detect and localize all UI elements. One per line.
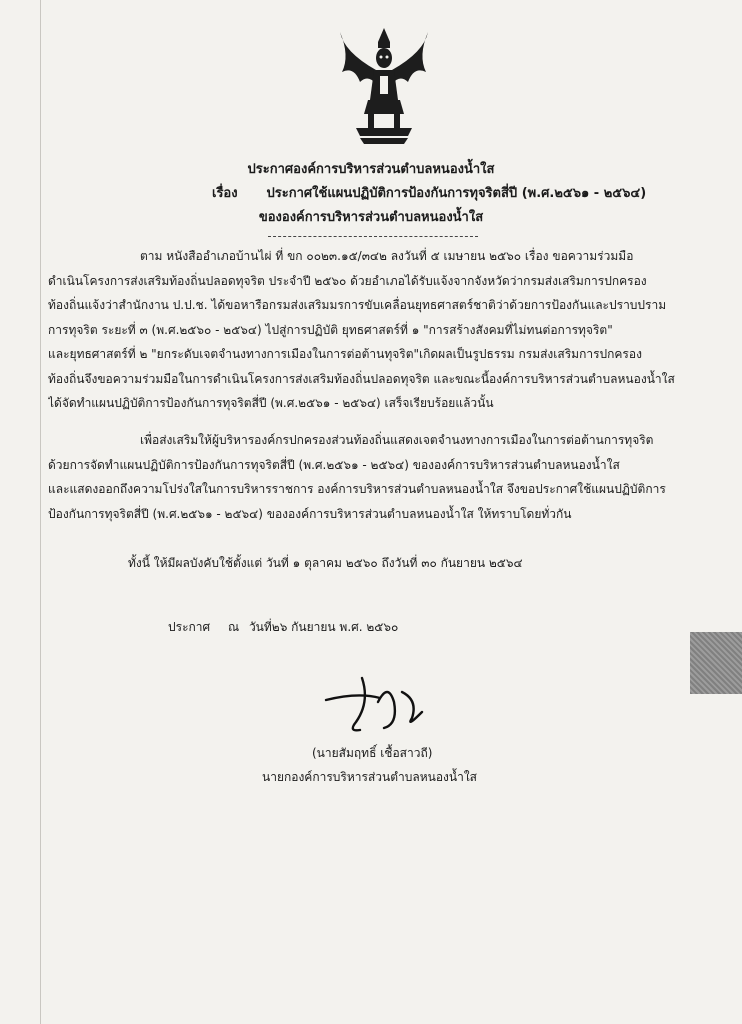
- paragraph-line: ท้องถิ่นจึงขอความร่วมมือในการดำเนินโครงการส่งเสริมท้องถิ่นปลอดทุจริต และขณะนี้องค์การบริหารส่วนตำบลหนองน้ำใส: [48, 371, 675, 386]
- paragraph-line: และยุทธศาสตร์ที่ ๒ "ยกระดับเจตจำนงทางการเมืองในการต่อต้านทุจริต"เกิดผลเป็นรูปธรรม กรมส่งเสริมการปกครอง: [48, 347, 642, 361]
- paragraph-line: ดำเนินโครงการส่งเสริมท้องถิ่นปลอดทุจริต ประจำปี ๒๕๖๐ ด้วยอำเภอได้รับแจ้งจากจังหวัดว่ากรมส่งเสริมการปกครอง: [48, 273, 647, 288]
- signatory-name: (นายสัมฤทธิ์ เชื้อสาวถี): [312, 746, 433, 760]
- paragraph-2: [48, 428, 728, 526]
- document-title: ประกาศองค์การบริหารส่วนตำบลหนองน้ำใส: [247, 162, 495, 177]
- announce-at: ณ: [227, 620, 240, 634]
- paragraph-line: ได้จัดทำแผนปฏิบัติการป้องกันการทุจริตสี่ปี (พ.ศ.๒๕๖๑ - ๒๕๖๔) เสร็จเรียบร้อยแล้วนั้น: [48, 396, 494, 410]
- paragraph-line: การทุจริต ระยะที่ ๓ (พ.ศ.๒๕๖๐ - ๒๕๖๔) ไปสู่การปฏิบัติ ยุทธศาสตร์ที่ ๑ "การสร้างสังคมที่ไม่ทนต่อการทุจริต": [48, 322, 613, 337]
- announcement-date: [168, 618, 398, 637]
- subject-text: ประกาศใช้แผนปฏิบัติการป้องกันการทุจริตสี่ปี (พ.ศ.๒๕๖๑ - ๒๕๖๔): [266, 186, 647, 201]
- paragraph-line: และแสดงออกถึงความโปร่งใสในการบริหารราชการ องค์การบริหารส่วนตำบลหนองน้ำใส จึงขอประกาศใช้แผนปฏิบัติการ: [48, 482, 666, 496]
- subject-label: เรื่อง: [212, 186, 238, 201]
- paragraph-line: ด้วยการจัดทำแผนปฏิบัติการป้องกันการทุจริตสี่ปี (พ.ศ.๒๕๖๑ - ๒๕๖๔) ขององค์การบริหารส่วนตำบลหนองน้ำใส: [48, 457, 620, 472]
- paragraph-line: ป้องกันการทุจริตสี่ปี (พ.ศ.๒๕๖๑ - ๒๕๖๔) ขององค์การบริหารส่วนตำบลหนองน้ำใส ให้ทราบโดยทั่วกัน: [48, 506, 572, 521]
- paragraph-line: ท้องถิ่นแจ้งว่าสำนักงาน ป.ป.ช. ได้ขอหารือกรมส่งเสริมมรการขับเคลื่อนยุทธศาสตร์ชาติว่าด้วยการป้องกันและปราบปราม: [48, 298, 667, 312]
- garuda-emblem-icon: [338, 26, 430, 148]
- announce-date: วันที่๒๖ กันยายน พ.ศ. ๒๕๖๐: [248, 620, 399, 634]
- subject-line-2: ขององค์การบริหารส่วนตำบลหนองน้ำใส: [258, 210, 484, 225]
- effective-date: ทั้งนี้ ให้มีผลบังคับใช้ตั้งแต่ วันที่ ๑ ตุลาคม ๒๕๖๐ ถึงวันที่ ๓๐ กันยายน ๒๕๖๔: [128, 556, 523, 570]
- signatory-position: นายกองค์การบริหารส่วนตำบลหนองน้ำใส: [262, 770, 478, 784]
- subject-row: [212, 182, 646, 203]
- signature-mark-icon: [318, 672, 438, 742]
- page-edge: [40, 0, 41, 1024]
- announce-label: ประกาศ: [168, 620, 211, 634]
- dashed-divider: [268, 236, 478, 237]
- paragraph-line: เพื่อส่งเสริมให้ผู้บริหารองค์กรปกครองส่วนท้องถิ่นแสดงเจตจำนงทางการเมืองในการต่อต้านการทุจริต: [140, 433, 654, 447]
- paragraph-1: [48, 244, 728, 416]
- paragraph-line: ตาม หนังสืออำเภอบ้านไผ่ ที่ ขก ๐๐๒๓.๑๕/๓๔๒ ลงวันที่ ๕ เมษายน ๒๕๖๐ เรื่อง ขอความร่วมมือ: [140, 249, 634, 263]
- scan-stamp-mark: [690, 632, 742, 694]
